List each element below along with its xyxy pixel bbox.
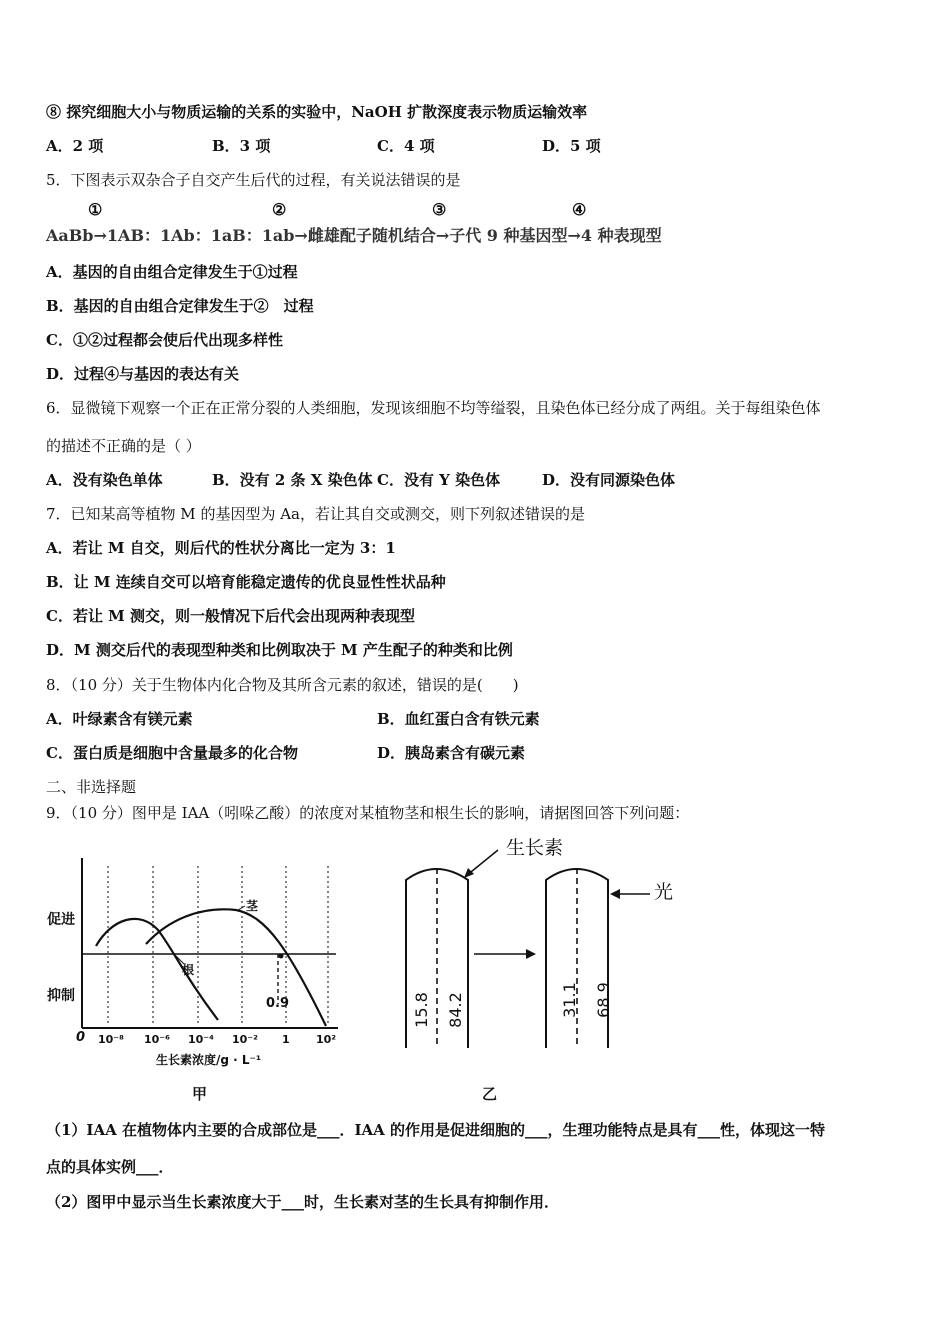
q6-stem-line1: 6．显微镜下观察一个正在正常分裂的人类细胞，发现该细胞不均等缢裂，且染色体已经分成了两组。关于每组染色体 [46, 399, 821, 417]
q5-option-a: A．基因的自由组合定律发生于①过程 [46, 263, 298, 281]
fig-a-tick: 10⁻⁸ [98, 1033, 124, 1046]
q5-marker-3: ③ [432, 200, 447, 219]
figure-b-diagram [398, 838, 698, 1058]
q7-option-b: B．让 M 连续自交可以培育能稳定遗传的优良显性性状品种 [46, 573, 446, 591]
fig-a-origin: 0 [76, 1030, 86, 1045]
fig-a-root-label: 根 [182, 963, 195, 977]
fig-a-y-promote: 促进 [47, 912, 75, 928]
q4-option-a: A．2 项 [46, 137, 104, 155]
fig-b-right-value-2: 68.9 [593, 982, 613, 1018]
fig-a-tick: 1 [282, 1033, 290, 1046]
q5-stem: 5．下图表示双杂合子自交产生后代的过程，有关说法错误的是 [46, 171, 461, 189]
q6-option-d: D．没有同源染色体 [542, 471, 676, 489]
q6-option-b: B．没有 2 条 X 染色体 [212, 471, 373, 489]
q4-item8: ⑧ 探究细胞大小与物质运输的关系的实验中，NaOH 扩散深度表示物质运输效率 [46, 103, 588, 121]
fig-a-stem-label: 茎 [246, 899, 259, 913]
q9-sub2: （2）图甲中显示当生长素浓度大于___时，生长素对茎的生长具有抑制作用． [46, 1193, 559, 1211]
fig-a-y-inhibit: 抑制 [47, 988, 75, 1004]
q8-option-d: D．胰岛素含有碳元素 [377, 744, 526, 762]
fig-a-caption: 甲 [192, 1085, 208, 1103]
q8-option-c: C．蛋白质是细胞中含量最多的化合物 [46, 744, 298, 762]
q6-stem-line2: 的描述不正确的是（ ） [46, 437, 201, 455]
q9-sub1-line2: 点的具体实例___． [46, 1158, 174, 1176]
q5-process: AaBb→1AB：1Ab：1aB：1ab→雌雄配子随机结合→子代 9 种基因型→4 种表现型 [46, 226, 662, 245]
q5-marker-4: ④ [572, 200, 587, 219]
q7-option-c: C．若让 M 测交，则一般情况下后代会出现两种表现型 [46, 607, 415, 625]
section-heading: 二、非选择题 [46, 778, 137, 796]
q7-option-d: D．M 测交后代的表现型种类和比例取决于 M 产生配子的种类和比例 [46, 641, 513, 659]
fig-a-tick: 10⁻⁴ [188, 1033, 214, 1046]
q6-option-c: C．没有 Y 染色体 [377, 471, 501, 489]
q5-option-b: B．基因的自由组合定律发生于② 过程 [46, 297, 314, 315]
q9-stem: 9．（10 分）图甲是 IAA（吲哚乙酸）的浓度对某植物茎和根生长的影响，请据图回答下列问题： [46, 804, 690, 822]
fig-b-left-value-2: 84.2 [445, 992, 465, 1028]
fig-a-x-label: 生长素浓度/g · L⁻¹ [156, 1053, 262, 1067]
q7-stem: 7．已知某高等植物 M 的基因型为 Aa，若让其自交或测交，则下列叙述错误的是 [46, 505, 585, 523]
fig-a-tick: 10⁻⁶ [144, 1033, 170, 1046]
fig-b-caption: 乙 [482, 1085, 498, 1103]
q9-sub1-line1: （1）IAA 在植物体内主要的合成部位是___．IAA 的作用是促进细胞的___，生理功能特点是具有___性，体现这一特 [46, 1121, 825, 1139]
fig-b-auxin-label: 生长素 [506, 837, 564, 859]
q4-option-d: D．5 项 [542, 137, 601, 155]
q4-option-c: C．4 项 [377, 137, 435, 155]
q5-option-d: D．过程④与基因的表达有关 [46, 365, 240, 383]
q7-option-a: A．若让 M 自交，则后代的性状分离比一定为 3：1 [46, 539, 396, 557]
q8-stem: 8．（10 分）关于生物体内化合物及其所含元素的叙述，错误的是( ) [46, 676, 519, 694]
fig-b-light-label: 光 [654, 881, 674, 903]
q4-option-b: B．3 项 [212, 137, 271, 155]
q8-option-b: B．血红蛋白含有铁元素 [377, 710, 540, 728]
fig-a-tick: 10² [316, 1033, 337, 1046]
fig-b-right-value-1: 31.1 [559, 982, 579, 1018]
fig-b-left-value-1: 15.8 [411, 992, 431, 1028]
fig-a-tick: 10⁻² [232, 1033, 258, 1046]
q6-option-a: A．没有染色单体 [46, 471, 163, 489]
fig-a-marker-value: 0.9 [266, 996, 290, 1011]
q5-marker-2: ② [272, 200, 287, 219]
q5-marker-1: ① [88, 200, 103, 219]
q8-option-a: A．叶绿素含有镁元素 [46, 710, 193, 728]
q5-option-c: C．①②过程都会使后代出现多样性 [46, 331, 283, 349]
